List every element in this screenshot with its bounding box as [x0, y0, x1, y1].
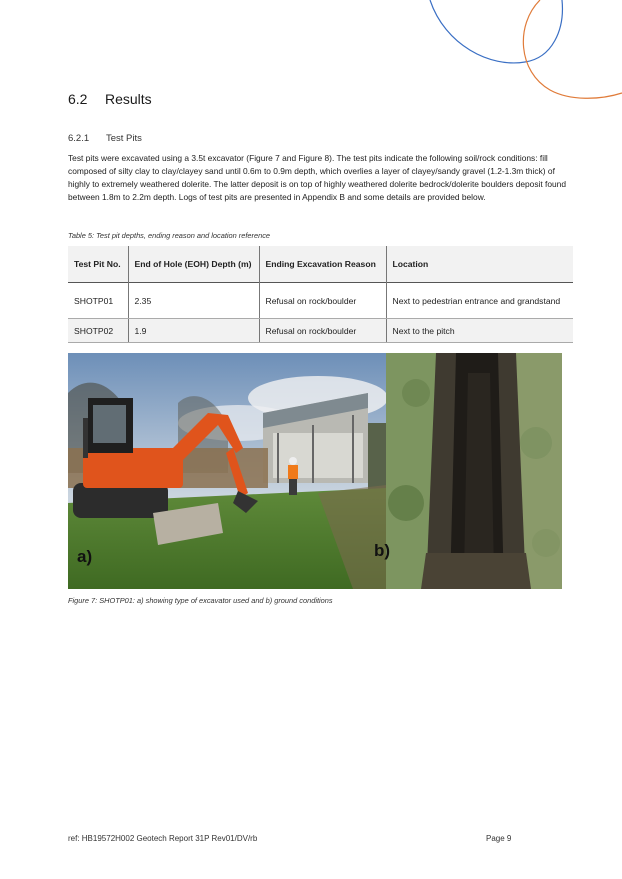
subsection-title: Test Pits: [106, 133, 142, 144]
table-header-row: [68, 246, 573, 283]
cell-ending-reason: Refusal on rock/boulder: [259, 283, 386, 319]
photo-label-a: a): [77, 547, 93, 566]
photo-excavator: [68, 353, 386, 589]
blue-arc: [430, 0, 562, 63]
cell-test-pit: SHOTP02: [68, 319, 128, 343]
table-row: [68, 319, 573, 343]
section-number: 6.2: [68, 91, 88, 107]
figure-caption: Figure 7: SHOTP01: a) showing type of excavator used and b) ground conditions: [68, 596, 333, 605]
section-title: Results: [105, 91, 152, 107]
table-caption: Table 5: Test pit depths, ending reason and location reference: [68, 231, 271, 240]
header-test-pit: Test Pit No.: [68, 246, 128, 283]
body-paragraph: Test pits were excavated using a 3.5t excavator (Figure 7 and Figure 8). The test pits indicate the following soil/rock conditions: fill composed of silty clay to clay/clayey sand until 0.6m to 0.9m depth, which overlies a layer of clayey/sandy gravel (1.2-1.3m thick) of highly to extremely weathered dolerite. The latter deposit is on top of highly weathered dolerite bedrock/dolerite boulders deposit found between 1.8m to 2.2m depth. Logs of test pits are presented in Appendix B and some details are provided below.: [68, 153, 566, 202]
photo-trench: [374, 353, 562, 589]
table-row: [68, 283, 573, 319]
cell-test-pit: SHOTP01: [68, 283, 128, 319]
photo-label-b: b): [374, 541, 391, 560]
page-number: Page 9: [486, 834, 512, 843]
subsection-number: 6.2.1: [68, 133, 90, 144]
cell-eoh-depth: 2.35: [128, 283, 259, 319]
header-location: Location: [386, 246, 573, 283]
header-eoh-depth: End of Hole (EOH) Depth (m): [128, 246, 259, 283]
cell-location: Next to pedestrian entrance and grandstand: [386, 283, 573, 319]
header-ending-reason: Ending Excavation Reason: [259, 246, 386, 283]
cell-location: Next to the pitch: [386, 319, 573, 343]
section-heading: [68, 91, 152, 107]
cell-ending-reason: Refusal on rock/boulder: [259, 319, 386, 343]
footer-reference: ref: HB19572H002 Geotech Report 31P Rev01/DV/rb: [68, 834, 258, 843]
subsection-heading: [68, 133, 142, 144]
cell-eoh-depth: 1.9: [128, 319, 259, 343]
orange-arc: [523, 0, 622, 98]
test-pit-table: [68, 246, 573, 343]
